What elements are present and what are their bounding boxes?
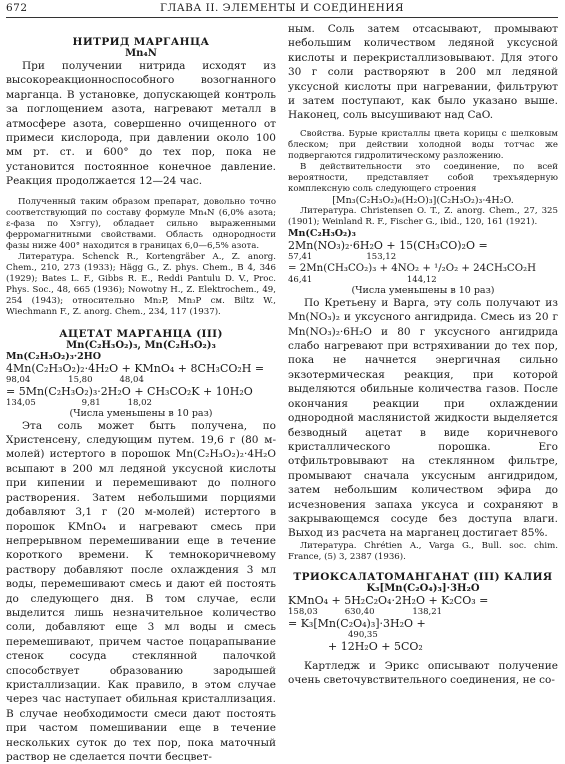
section-title-acetate: АЦЕТАТ МАРГАНЦА (III) (59, 327, 223, 340)
equation-2-line-2: = 2Mn(CH₃CO₂)₃ + 4NO₂ + ¹/₂O₂ + 24CH₃CO₂H (288, 262, 537, 274)
literature-anhydrous: Литература. Chrétien A., Varga G., Bull. soc. chim. France, (5) 3, 2387 (1936). (288, 540, 558, 562)
structure-note: В действительности это соединение, по всей вероятности, представляет собой трехъядерную комплексную соль следующего строения (288, 161, 558, 194)
equation-2-weights-2: 46,41 144,12 (288, 274, 437, 285)
literature-acetate: Литература. Christensen O. T., Z. anorg. Chem., 27, 325 (1901); Weinland R. F., Fischer G., ibid., 120, 161 (1921). (288, 205, 558, 227)
paragraph-acetate: Эта соль может быть получена, по Христенсену, следующим путем. 19,6 г (80 м-молей) истертого в порошок Mn(C₂H₃O₂)₂·4H₂O всыпают в 200 мл ледяной уксусной кислоты при кипении и перемешивают до полного растворения. Затем небольшими порциями добавляют 3,1 г (20 м-молей) истертого в порошок KMnO₄ и нагревают смесь при непрерывном перемешивании еще в течение короткого времени. К темнокоричневому раствору добавляют после охлаждения 3 мл воды, перемешивают смесь и дают ей постоять до следующего дня. В том случае, если выделится лишь незначительное количество соли, добавляют еще 3 мл воды и смесь перемешивают, причем частое поцарапывание стенок сосуда стеклянной палочкой способствует образованию зародышей кристаллизации. Как правило, в этом случае через час наступает обильная кристаллизация. В случае необходимости смеси дают постоять при частом помешивании еще в течение нескольких суток до тех пор, пока маточный раствор не сделается почти бесцвет- (6, 419, 276, 763)
page-number: 672 (6, 2, 28, 14)
literature-nitride: Литература. Schenck R., Kortengräber A., Z. anorg. Chem., 210, 273 (1933); Hägg G., Z. phys. Chem., B 4, 346 (1929); Bates L. F., Gibbs R. E., Reddi Pantulu D. V., Proc. Phys. Soc., 48, 665 (1936); Nowotny H., Z. Elektrochem., 49, 254 (1943); относительно Mn₂P, Mn₃P см. Biltz W., Wiechmann F., Z. anorg. Chem., 234, 117 (1937). (6, 251, 276, 317)
equation-2-line-1: 2Mn(NO₃)₂·6H₂O + 15(CH₃CO)₂O = (288, 238, 488, 252)
running-header (6, 2, 558, 18)
note-nitride: Полученный таким образом препарат, довольно точно соответствующий по составу формуле Mn₄N (6,0% азота; ε-фаза по Хэггу), обладает сильно выраженными ферромагнитными свойствами. Область однородности фазы ниже 400° находится в границах 6,0—6,5% азота. (6, 196, 276, 251)
equation-2-note: (Числа уменьшены в 10 раз) (351, 284, 495, 296)
equation-3-line-3: + 12H₂O + 5CO₂ (328, 639, 423, 653)
equation-1-line-2: = 5Mn(C₂H₃O₂)₃·2H₂O + CH₃CO₂K + 10H₂O (6, 384, 253, 398)
right-column (288, 22, 558, 698)
running-title: ГЛАВА II. ЭЛЕМЕНТЫ И СОЕДИНЕНИЯ (160, 2, 404, 14)
equation-3-weights-1: 158,03 630,40 138,21 (288, 606, 443, 617)
paragraph-nitride: При получении нитрида исходят из высокореакционноспособного возогнанного марганца. В установке, допускающей контроль за поглощением азота, нагревают металл в атмосфере азота, совершенно очищенного от примеси кислорода, при давлении около 100 мм рт. ст. и 600° до тех пор, пока не установится постоянное конечное давление. Реакция продолжается 12—24 час. (6, 60, 276, 188)
equation-3-weights-2: 490,35 (348, 629, 378, 640)
section-title-trioxalato: ТРИОКСАЛАТОМАНГАНАТ (III) КАЛИЯ (293, 570, 553, 583)
equation-1-note: (Числа уменьшены в 10 раз) (69, 407, 213, 419)
formula-nitride: Mn₄N (125, 48, 157, 59)
header-rule (6, 17, 558, 18)
paragraph-trioxalato: Картледж и Эрикс описывают получение очень светочувствительного соединения, не со- (288, 659, 558, 687)
paragraph-acetate-continued: ным. Соль затем отсасывают, промывают небольшим количеством ледяной уксусной кислоты и перекристаллизовывают. Для этого 30 г соли растворяют в 200 мл ледяной уксусной кислоты при нагревании, фильтруют и затем поступают, как было указано выше. Наконец, соль высушивают над CaO. (288, 23, 558, 122)
formula-acetate: Mn(C₂H₃O₂)₃, Mn(C₂H₃O₂)₃ (66, 339, 216, 351)
structure-formula: [Mn₃(C₂H₃O₂)₆(H₂O)₃](C₂H₃O₂)₃·4H₂O. (332, 194, 514, 206)
equation-3-line-1: KMnO₄ + 5H₂C₂O₄·2H₂O + K₂CO₃ = (288, 593, 489, 607)
label-acetate-anhydrous: Mn(C₂H₃O₂)₃ (288, 227, 356, 239)
paragraph-anhydrous: По Кретьену и Варга, эту соль получают из Mn(NO₃)₂ и уксусного ангидрида. Смесь из 20 г Mn(NO₃)₂·6H₂O и 80 г уксусного ангидрида слабо нагревают при встряхивании до тех пор, пока не начнется энергичная сильно экзотермическая реакция, при которой выделяются обильные количества газов. После окончания реакции при охлаждении однородной маслянистой жидкости выделяется безводный ацетат в виде коричневого кристаллического порошка. Его отфильтровывают на стеклянном фильтре, промывают сначала уксусным ангидридом, затем небольшим количеством эфира до исчезновения запаха уксуса и сохраняют в закрывающемся сосуде без доступа влаги. Выход из расчета на марганец достигает 85%. (288, 296, 558, 540)
section-title-nitride: НИТРИД МАРГАНЦА (72, 36, 210, 48)
properties-acetate: Свойства. Бурые кристаллы цвета корицы с шелковым блеском; при действии холодной воды тотчас же подвергаются гидролитическому разложению. (288, 128, 558, 161)
equation-1-line-1: 4Mn(C₂H₃O₂)₂·4H₂O + KMnO₄ + 8CH₃CO₂H = (6, 361, 265, 375)
equation-1-weights-2: 134,05 9,81 18,02 (6, 397, 152, 408)
label-acetate-hydrate: Mn(C₂H₃O₂)₃·2HO (6, 350, 102, 362)
equation-2-weights-1: 57,41 153,12 (288, 251, 397, 262)
formula-trioxalato: K₃[Mn(C₂O₄)₃]·3H₂O (366, 582, 480, 594)
left-column (6, 22, 276, 763)
equation-1-weights-1: 98,04 15,80 48,04 (6, 374, 144, 385)
equation-3-line-2: = K₃[Mn(C₂O₄)₃]·3H₂O + (288, 616, 426, 630)
